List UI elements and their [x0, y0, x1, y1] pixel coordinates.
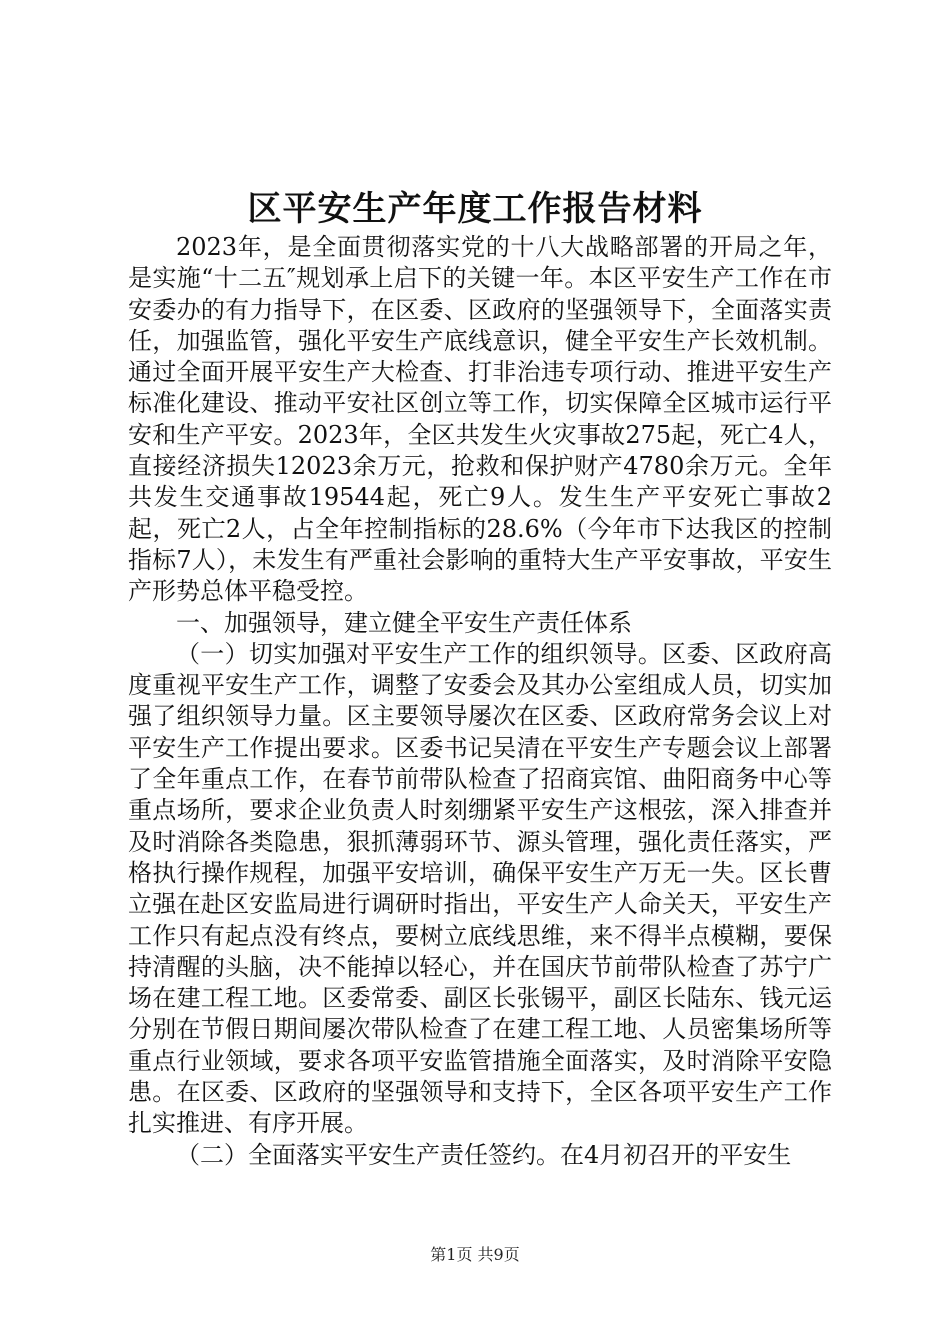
paragraph-subsection-1: （一）切实加强对平安生产工作的组织领导。区委、区政府高度重视平安生产工作，调整了安委会及其办公室组成人员，切实加强了组织领导力量。区主要领导屡次在区委、区政府常务会议上对平安生产工作提出要求。区委书记吴清在平安生产专题会议上部署了全年重点工作，在春节前带队检查了招商宾馆、曲阳商务中心等重点场所，要求企业负责人时刻绷紧平安生产这根弦，深入排查并及时消除各类隐患，狠抓薄弱环节、源头管理，强化责任落实，严格执行操作规程，加强平安培训，确保平安生产万无一失。区长曹立强在赴区安监局进行调研时指出，平安生产人命关天，平安生产工作只有起点没有终点，要树立底线思维，来不得半点模糊，要保持清醒的头脑，决不能掉以轻心，并在国庆节前带队检查了苏宁广场在建工程工地。区委常委、副区长张锡平，副区长陆东、钱元运分别在节假日期间屡次带队检查了在建工程工地、人员密集场所等重点行业领域，要求各项平安监管措施全面落实，及时消除平安隐患。在区委、区政府的坚强领导和支持下，全区各项平安生产工作扎实推进、有序开展。 — [128, 639, 832, 1138]
page-footer: 第1页 共9页 — [430, 1245, 520, 1264]
paragraph-subsection-2: （二）全面落实平安生产责任签约。在4月初召开的平安生 — [176, 1140, 792, 1169]
section-heading: 一、加强领导，建立健全平安生产责任体系 — [176, 608, 632, 637]
paragraph-intro: 2023年，是全面贯彻落实党的十八大战略部署的开局之年，是实施“十二五″规划承上启下的关键一年。本区平安生产工作在市安委办的有力指导下，在区委、区政府的坚强领导下，全面落实责任，加强监管，强化平安生产底线意识，健全平安生产长效机制。通过全面开展平安生产大检查、打非治违专项行动、推进平安生产标准化建设、推动平安社区创立等工作，切实保障全区城市运行平安和生产平安。2023年，全区共发生火灾事故275起，死亡4人，直接经济损失12023余万元，抢救和保护财产4780余万元。全年共发生交通事故19544起，死亡9人。发生生产平安死亡事故2起，死亡2人，占全年控制指标的28.6%（今年市下达我区的控制指标7人），未发生有严重社会影响的重特大生产平安事故，平安生产形势总体平稳受控。 — [128, 233, 832, 606]
document-title: 区平安生产年度工作报告材料 — [247, 189, 703, 229]
document-body — [128, 232, 832, 1171]
